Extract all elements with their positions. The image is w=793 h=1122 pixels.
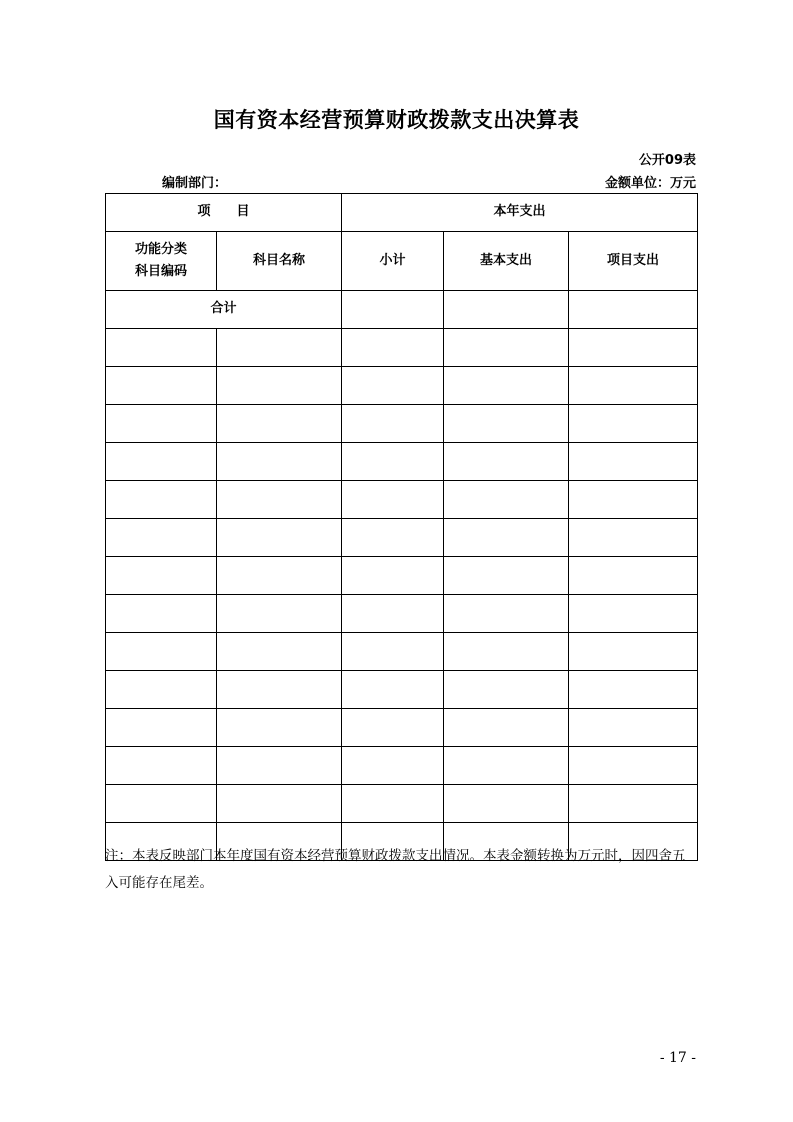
- cell-subtotal: [342, 367, 444, 405]
- cell-func-code: [106, 785, 217, 823]
- table-row: [106, 405, 698, 443]
- cell-subject-name: [217, 709, 342, 747]
- cell-func-code: [106, 405, 217, 443]
- cell-func-code: [106, 633, 217, 671]
- total-basic-expense: [444, 291, 569, 329]
- table-row: [106, 519, 698, 557]
- cell-project-expense: [569, 481, 698, 519]
- table-row: [106, 329, 698, 367]
- cell-subject-name: [217, 481, 342, 519]
- cell-project-expense: [569, 633, 698, 671]
- total-subtotal: [342, 291, 444, 329]
- page-title: 国有资本经营预算财政拨款支出决算表: [213, 108, 580, 132]
- table-row: [106, 671, 698, 709]
- cell-basic-expense: [444, 443, 569, 481]
- table-row: [106, 481, 698, 519]
- cell-basic-expense: [444, 671, 569, 709]
- cell-basic-expense: [444, 709, 569, 747]
- cell-project-expense: [569, 595, 698, 633]
- cell-subject-name: [217, 633, 342, 671]
- cell-project-expense: [569, 519, 698, 557]
- table-row: [106, 633, 698, 671]
- cell-basic-expense: [444, 481, 569, 519]
- table-row: [106, 595, 698, 633]
- unit-label: 金额单位：万元: [604, 176, 696, 191]
- cell-basic-expense: [444, 785, 569, 823]
- cell-project-expense: [569, 405, 698, 443]
- cell-project-expense: [569, 557, 698, 595]
- cell-basic-expense: [444, 405, 569, 443]
- cell-subject-name: [217, 595, 342, 633]
- total-project-expense: [569, 291, 698, 329]
- cell-subject-name: [217, 405, 342, 443]
- cell-project-expense: [569, 367, 698, 405]
- table-row: [106, 747, 698, 785]
- cell-subtotal: [342, 785, 444, 823]
- cell-basic-expense: [444, 633, 569, 671]
- cell-subject-name: [217, 671, 342, 709]
- table-row: [106, 443, 698, 481]
- cell-subject-name: [217, 785, 342, 823]
- cell-project-expense: [569, 709, 698, 747]
- cell-subtotal: [342, 443, 444, 481]
- cell-subtotal: [342, 633, 444, 671]
- total-label: 合计: [106, 291, 342, 329]
- table-row: [106, 557, 698, 595]
- cell-func-code: [106, 671, 217, 709]
- cell-subtotal: [342, 481, 444, 519]
- header-row-2: [106, 232, 698, 291]
- form-number: 公开09表: [638, 153, 696, 168]
- cell-subject-name: [217, 519, 342, 557]
- cell-project-expense: [569, 329, 698, 367]
- cell-basic-expense: [444, 747, 569, 785]
- cell-subject-name: [217, 367, 342, 405]
- total-row: [106, 291, 698, 329]
- table-row: [106, 785, 698, 823]
- cell-subtotal: [342, 519, 444, 557]
- cell-func-code: [106, 747, 217, 785]
- cell-project-expense: [569, 443, 698, 481]
- cell-subtotal: [342, 595, 444, 633]
- table-row: [106, 367, 698, 405]
- table-row: [106, 709, 698, 747]
- cell-func-code: [106, 595, 217, 633]
- cell-subject-name: [217, 443, 342, 481]
- header-basic-expense: 基本支出: [444, 232, 569, 291]
- department-label: 编制部门：: [162, 176, 228, 191]
- header-project-expense: 项目支出: [569, 232, 698, 291]
- cell-subject-name: [217, 329, 342, 367]
- cell-subtotal: [342, 557, 444, 595]
- header-subtotal: 小计: [342, 232, 444, 291]
- cell-func-code: [106, 443, 217, 481]
- cell-project-expense: [569, 671, 698, 709]
- cell-func-code: [106, 557, 217, 595]
- cell-project-expense: [569, 785, 698, 823]
- cell-subtotal: [342, 405, 444, 443]
- header-row-1: [106, 194, 698, 232]
- cell-basic-expense: [444, 367, 569, 405]
- header-func-code-line1: 功能分类: [134, 241, 187, 257]
- expenditure-table: [105, 193, 698, 861]
- header-func-code-line2: 科目编码: [134, 264, 187, 279]
- header-item: 项 目: [106, 194, 342, 232]
- header-current-year: 本年支出: [342, 194, 698, 232]
- cell-func-code: [106, 709, 217, 747]
- cell-basic-expense: [444, 329, 569, 367]
- cell-func-code: [106, 481, 217, 519]
- cell-project-expense: [569, 747, 698, 785]
- cell-subtotal: [342, 747, 444, 785]
- cell-func-code: [106, 519, 217, 557]
- cell-func-code: [106, 329, 217, 367]
- cell-subtotal: [342, 709, 444, 747]
- cell-basic-expense: [444, 557, 569, 595]
- header-subject-name: 科目名称: [217, 232, 342, 291]
- cell-basic-expense: [444, 595, 569, 633]
- cell-subject-name: [217, 557, 342, 595]
- cell-subtotal: [342, 329, 444, 367]
- cell-subtotal: [342, 671, 444, 709]
- footnote: 注：本表反映部门本年度国有资本经营预算财政拨款支出情况。本表金额转换为万元时，因四舍五入可能存在尾差。: [105, 848, 686, 891]
- page-number: - 17 -: [659, 1050, 696, 1066]
- header-func-code: [106, 232, 217, 291]
- cell-func-code: [106, 367, 217, 405]
- cell-subject-name: [217, 747, 342, 785]
- cell-basic-expense: [444, 519, 569, 557]
